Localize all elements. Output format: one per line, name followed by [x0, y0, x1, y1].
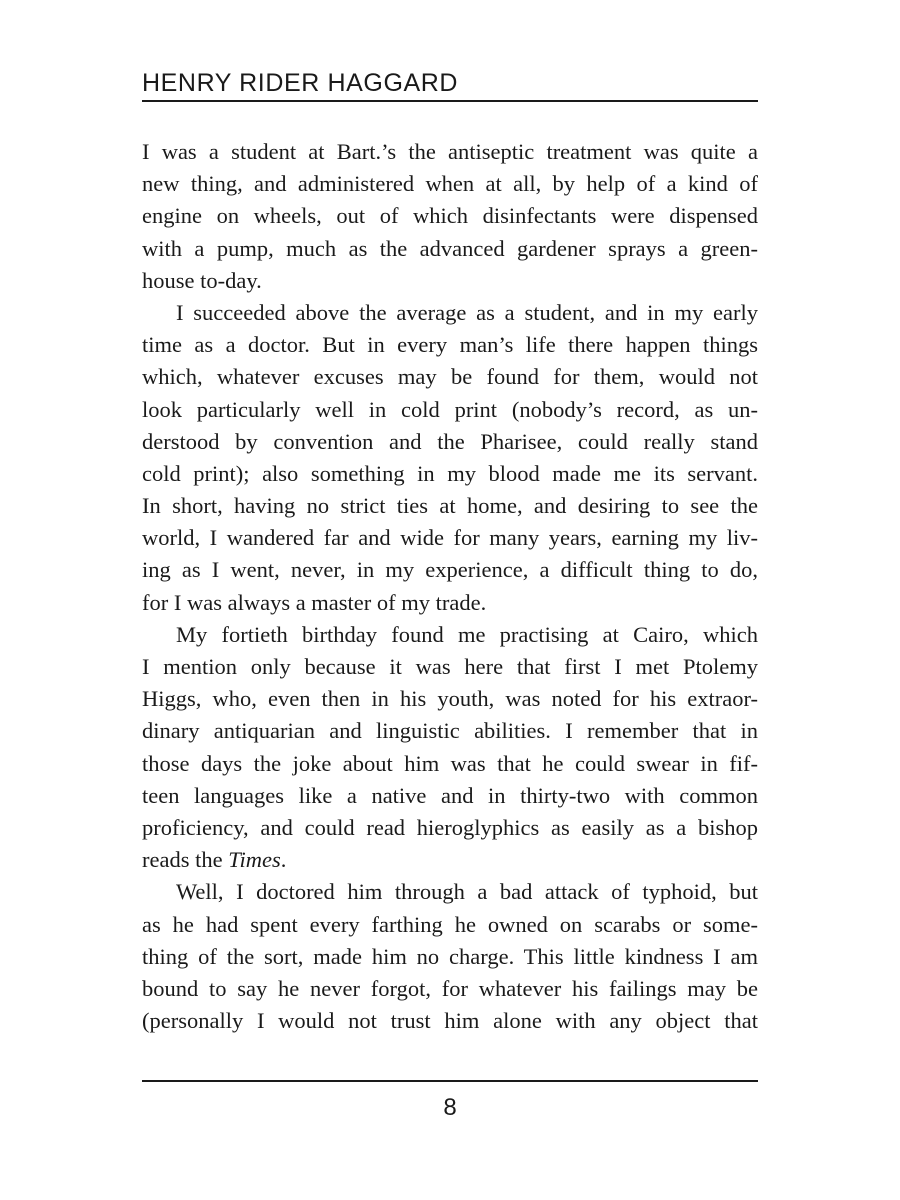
- text-line: for I was always a master of my trade.: [142, 589, 487, 615]
- text-line: I mention only because it was here that first I met Ptolemy: [142, 654, 758, 679]
- text-line: engine on wheels, out of which disinfectants were dispensed: [142, 203, 758, 229]
- text-line: I succeeded above the average as a student, and in my early: [176, 299, 758, 325]
- text-line: derstood by convention and the Pharisee, could really stand: [142, 428, 758, 454]
- text-line: bound to say he never forgot, for whatever his failings may be: [142, 975, 758, 1001]
- text-line: dinary antiquarian and linguistic abilities. I remember that in: [142, 718, 758, 744]
- text-line: with a pump, much as the advanced gardener sprays a green-: [142, 235, 758, 261]
- text-line: ing as I went, never, in my experience, a difficult thing to do,: [142, 557, 758, 583]
- text-line: My fortieth birthday found me practising at Cairo, which: [176, 621, 758, 647]
- header-rule: [142, 100, 758, 102]
- text-line: look particularly well in cold print (nobody’s record, as un-: [142, 396, 758, 422]
- text-line: which, whatever excuses may be found for them, would not: [142, 364, 758, 390]
- text-line: those days the joke about him was that he could swear in fif-: [142, 750, 758, 776]
- text-line: proficiency, and could read hieroglyphics as easily as a bishop: [142, 814, 758, 840]
- text-line: as he had spent every farthing he owned on scarabs or some-: [142, 911, 758, 937]
- text-line: [142, 844, 758, 876]
- text-line: teen languages like a native and in thirty-two with common: [142, 782, 758, 808]
- text-line: time as a doctor. But in every man’s life there happen things: [142, 332, 758, 358]
- text-line: thing of the sort, made him no charge. This little kindness I am: [142, 943, 758, 969]
- text-fragment: .: [280, 847, 287, 873]
- text-fragment: reads the: [142, 847, 229, 873]
- text-line: cold print); also something in my blood made me its servant.: [142, 460, 758, 486]
- italic-title: Times: [228, 847, 281, 873]
- paragraph-2: [142, 297, 758, 619]
- page-number: 8: [443, 1094, 457, 1121]
- text-line: house to-day.: [142, 267, 262, 293]
- text-line: (personally I would not trust him alone with any object that: [142, 1008, 758, 1034]
- text-line: In short, having no strict ties at home, and desiring to see the: [142, 493, 758, 519]
- body-text: [142, 136, 758, 1037]
- text-line: I was a student at Bart.’s the antiseptic treatment was quite a: [142, 139, 758, 164]
- footer-rule: [142, 1080, 758, 1082]
- text-line: Well, I doctored him through a bad attack of typhoid, but: [176, 879, 758, 905]
- running-head: HENRY RIDER HAGGARD: [142, 69, 459, 97]
- text-line: new thing, and administered when at all, by help of a kind of: [142, 171, 758, 197]
- paragraph-4: [142, 876, 758, 1037]
- paragraph-3: [142, 619, 758, 877]
- text-line: world, I wandered far and wide for many years, earning my liv-: [142, 525, 758, 551]
- text-line: Higgs, who, even then in his youth, was noted for his extraor-: [142, 686, 758, 712]
- paragraph-1: [142, 136, 758, 297]
